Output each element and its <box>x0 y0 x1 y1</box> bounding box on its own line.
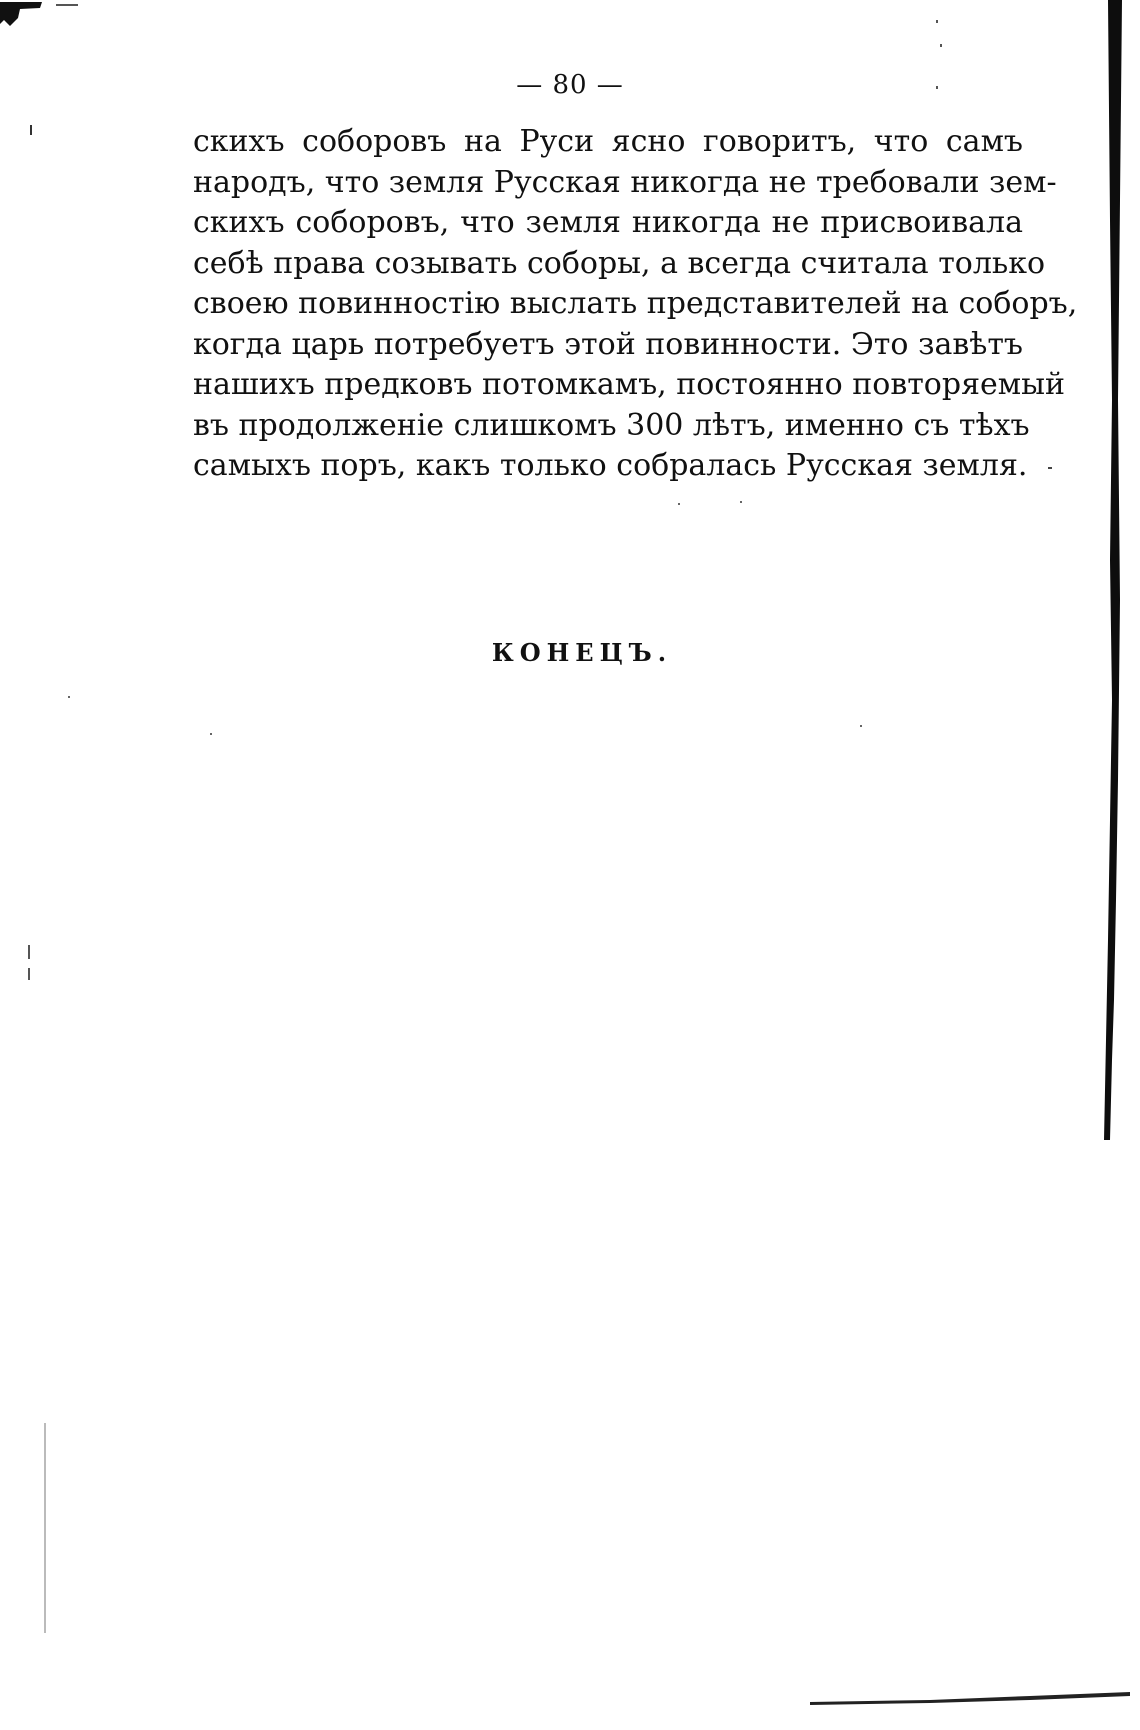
text-line: когда царь потребуетъ этой повинности. Это завѣтъ <box>193 326 1023 362</box>
body-paragraph <box>193 122 1078 487</box>
text-line: въ продолженіе слишкомъ 300 лѣтъ, именно съ тѣхъ <box>193 407 1030 443</box>
scan-bottom-edge <box>810 1690 1130 1706</box>
page-number: — 80 — <box>516 70 624 100</box>
scan-corner-mark <box>0 0 90 30</box>
text-line: себѣ права созывать соборы, а всегда считала только <box>193 245 1046 281</box>
text-line: скихъ соборовъ на Руси ясно говоритъ, что самъ <box>193 124 1023 159</box>
text-line: скихъ соборовъ, что земля никогда не присвоивала <box>193 205 1023 240</box>
scan-right-edge-shadow <box>1098 0 1126 1140</box>
text-line: народъ, что земля Русская никогда не требовали зем- <box>193 164 1057 200</box>
end-mark: КОНЕЦЪ. <box>491 638 673 667</box>
text-line: самыхъ поръ, какъ только собралась Русская земля. <box>193 448 1028 483</box>
text-line: своею повинностію выслать представителей на соборъ, <box>193 286 1078 321</box>
text-line: нашихъ предковъ потомкамъ, постоянно повторяемый <box>193 367 1065 402</box>
